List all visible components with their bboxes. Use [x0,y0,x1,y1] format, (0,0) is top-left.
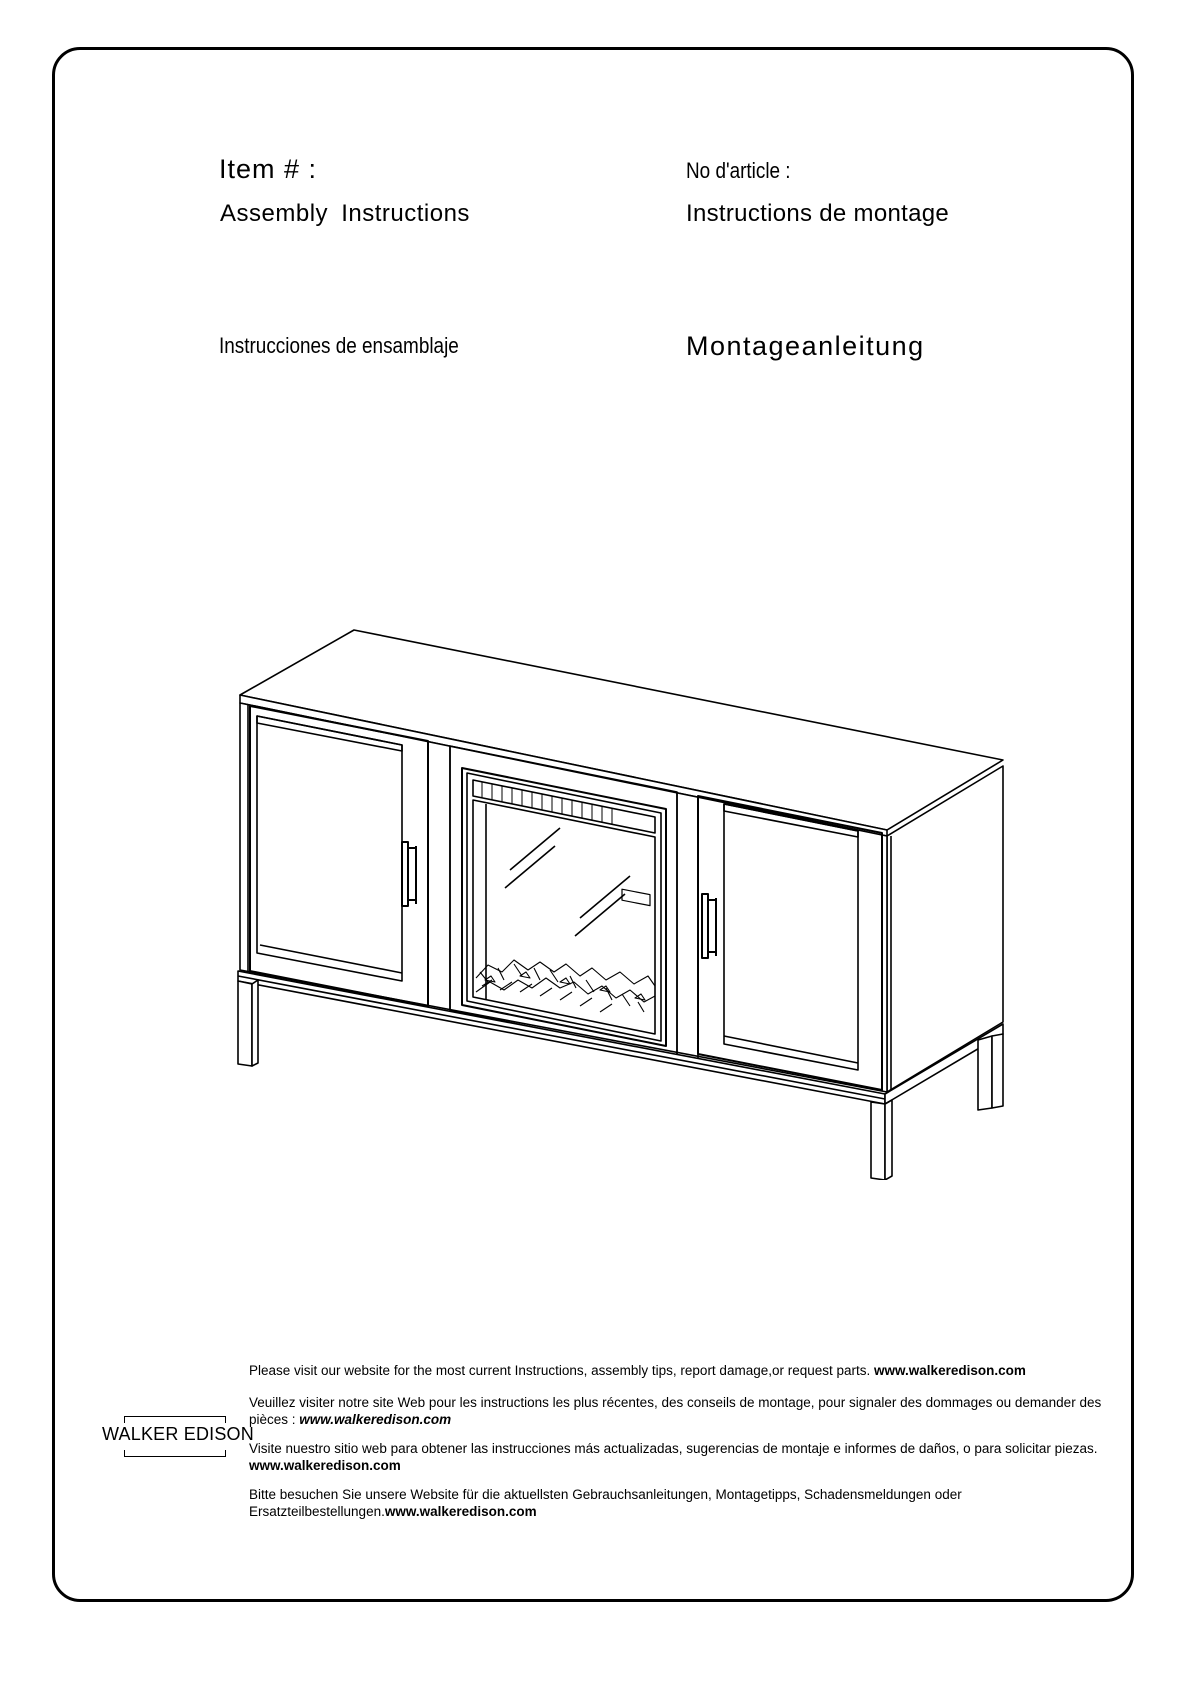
footer-fr-url[interactable]: www.walkeredison.com [299,1412,452,1427]
footer-en-text: Please visit our website for the most current Instructions, assembly tips, report damage,or request parts. [249,1363,871,1378]
assembly-instructions-de: Montageanleitung [686,331,925,361]
footer-de-url[interactable]: www.walkeredison.com [384,1504,537,1519]
logo-bracket-bottom [124,1450,226,1457]
footer-fr-text: Veuillez visiter notre site Web pour les instructions les plus récentes, des conseils de montage, pour signaler des dommages ou demander des pièces : [249,1395,1102,1427]
footer-es-url[interactable]: www.walkeredison.com [249,1458,401,1473]
footer-en-url[interactable]: www.walkeredison.com [874,1363,1026,1378]
footer-text-de [249,1486,1106,1520]
footer-text-fr [249,1394,1106,1428]
logo-bracket-top [124,1416,226,1423]
footer-text-en [249,1362,1106,1379]
no-article-label: No d'article : [686,158,791,183]
footer-de-text: Bitte besuchen Sie unsere Website für die aktuellsten Gebrauchsanleitungen, Montagetipps, Schadensmeldungen oder Ersatzteilbestellungen. [249,1487,962,1519]
assembly-instructions-en: Assembly Instructions [220,200,470,227]
item-number-label: Item # : [219,154,318,184]
footer-es-text: Visite nuestro sitio web para obtener las instrucciones más actualizadas, sugerencias de montaje e informes de daños, o para solicitar piezas. [249,1441,1098,1456]
assembly-instructions-fr: Instructions de montage [686,200,950,227]
tv-stand-fireplace-icon [230,620,1010,1180]
footer-text-es [249,1440,1106,1474]
walker-edison-logo [102,1416,254,1456]
logo-text: WALKER EDISON [102,1424,254,1444]
assembly-instructions-es: Instrucciones de ensamblaje [219,333,459,358]
